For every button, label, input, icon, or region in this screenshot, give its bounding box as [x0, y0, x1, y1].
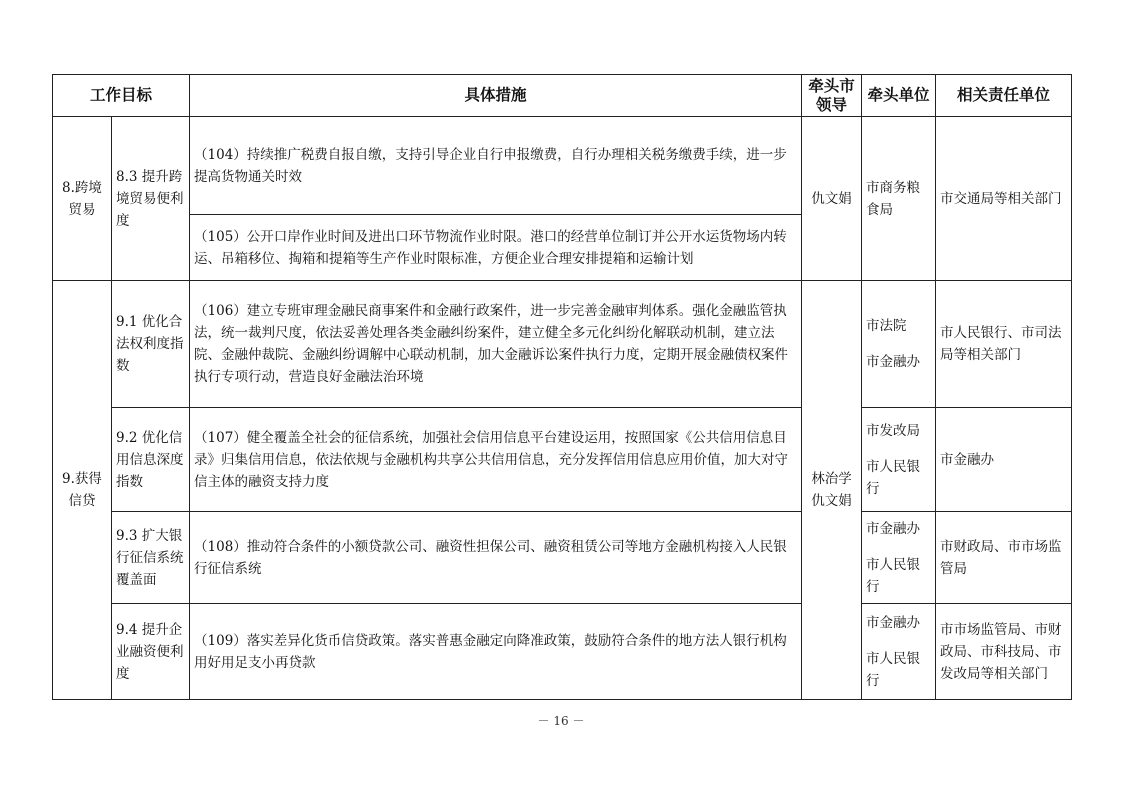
table-row	[53, 281, 1072, 408]
related-unit-cell: 市财政局、市市场监管局	[936, 512, 1072, 604]
lead-unit: 市金融办	[866, 520, 921, 537]
sub-goal-cell: 8.3 提升跨境贸易便利度	[112, 117, 190, 281]
table-row	[53, 117, 1072, 215]
measure-cell: （108）推动符合条件的小额贷款公司、融资性担保公司、融资租赁公司等地方金融机构接入人民银行征信系统	[190, 512, 802, 604]
lead-unit: 市商务粮食局	[866, 179, 921, 218]
page-number: － 16 －	[537, 714, 585, 728]
lead-unit-cell	[862, 512, 936, 604]
leader-cell: 林治学仇文娟	[802, 281, 862, 700]
related-unit-cell: 市人民银行、市司法局等相关部门	[936, 281, 1072, 408]
related-unit-cell: 市金融办	[936, 408, 1072, 512]
sub-goal-cell: 9.2 优化信用信息深度指数	[112, 408, 190, 512]
table-row	[53, 408, 1072, 512]
related-unit-cell: 市市场监管局、市财政局、市科技局、市发改局等相关部门	[936, 604, 1072, 700]
header-goal: 工作目标	[53, 75, 190, 117]
measure-cell: （107）健全覆盖全社会的征信系统，加强社会信用信息平台建设运用，按照国家《公共信用信息目录》归集信用信息，依法依规与金融机构共享公共信用信息，充分发挥信用信息应用价值，加大对守信主体的融资支持力度	[190, 408, 802, 512]
header-leader: 牵头市领导	[802, 75, 862, 117]
leader-cell: 仇文娟	[802, 117, 862, 281]
lead-unit: 市发改局	[866, 422, 921, 439]
lead-unit: 市金融办	[866, 614, 921, 631]
sub-goal-cell: 9.3 扩大银行征信系统覆盖面	[112, 512, 190, 604]
lead-unit: 市人民银行	[866, 650, 921, 689]
sub-goal-cell: 9.4 提升企业融资便利度	[112, 604, 190, 700]
header-measures: 具体措施	[190, 75, 802, 117]
header-lead-unit: 牵头单位	[862, 75, 936, 117]
measure-cell: （109）落实差异化货币信贷政策。落实普惠金融定向降准政策，鼓励符合条件的地方法人银行机构用好用足支小再贷款	[190, 604, 802, 700]
goal-cell: 9.获得信贷	[53, 281, 112, 700]
measure-cell: （105）公开口岸作业时间及进出口环节物流作业时限。港口的经营单位制订并公开水运货物场内转运、吊箱移位、掏箱和提箱等生产作业时限标准，方便企业合理安排提箱和运输计划	[190, 215, 802, 281]
lead-unit-cell	[862, 408, 936, 512]
lead-unit-cell	[862, 604, 936, 700]
sub-goal-cell: 9.1 优化合法权利度指数	[112, 281, 190, 408]
lead-unit: 市金融办	[866, 354, 921, 370]
measure-cell: （104）持续推广税费自报自缴，支持引导企业自行申报缴费，自行办理相关税务缴费手续，进一步提高货物通关时效	[190, 117, 802, 215]
related-unit-cell: 市交通局等相关部门	[936, 117, 1072, 281]
table-row	[53, 512, 1072, 604]
lead-unit: 市法院	[866, 318, 907, 334]
lead-unit: 市人民银行	[866, 556, 921, 595]
measure-cell: （106）建立专班审理金融民商事案件和金融行政案件，进一步完善金融审判体系。强化金融监管执法，统一裁判尺度，依法妥善处理各类金融纠纷案件，建立健全多元化纠纷化解联动机制，建立法院、金融仲裁院、金融纠纷调解中心联动机制，加大金融诉讼案件执行力度，定期开展金融债权案件执行专项行动，营造良好金融法治环境	[190, 281, 802, 408]
work-table	[52, 74, 1072, 700]
table-header-row	[53, 75, 1072, 117]
table-row	[53, 604, 1072, 700]
lead-unit-cell	[862, 281, 936, 408]
lead-unit-cell	[862, 117, 936, 281]
header-related-units: 相关责任单位	[936, 75, 1072, 117]
goal-cell: 8.跨境贸易	[53, 117, 112, 281]
lead-unit: 市人民银行	[866, 458, 921, 497]
